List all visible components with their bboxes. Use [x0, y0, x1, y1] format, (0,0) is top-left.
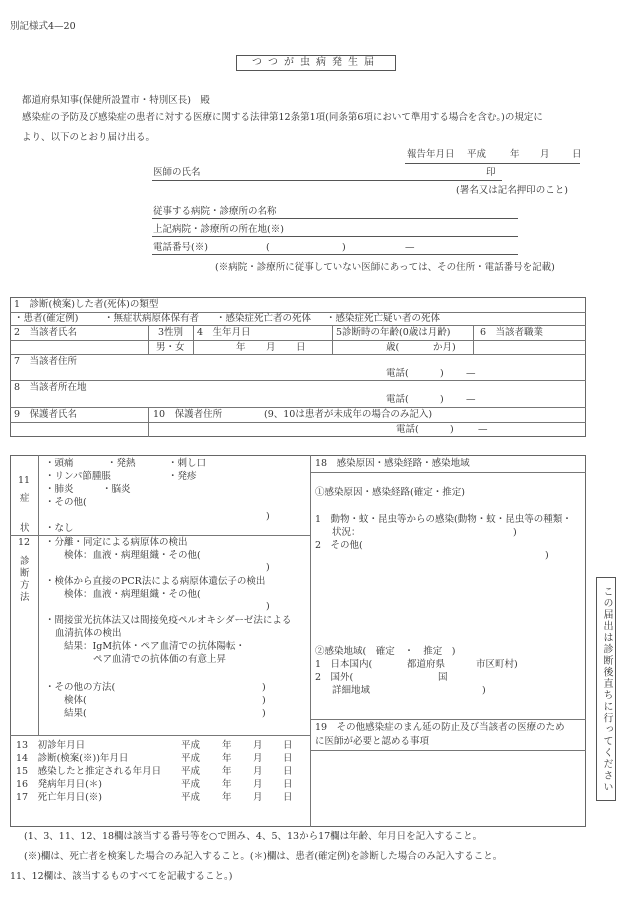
route-animal-close: ) [513, 527, 517, 538]
symptom-other[interactable]: ・その他( [45, 497, 87, 508]
date-month: 月 [253, 766, 263, 777]
patient-location-label: 8 当該者所在地 [14, 382, 87, 393]
patient-phone-label: 電話( [386, 368, 409, 379]
method-serology-line2: 血清抗体の検出 [55, 628, 122, 639]
route-other-close: ) [545, 550, 549, 561]
method-pcr-sample[interactable]: 検体：血液・病理組織・その他( [64, 589, 201, 600]
patient-name-label: 2 当該者氏名 [14, 327, 78, 338]
location-phone-close: ) [440, 394, 444, 405]
symptom-fever[interactable]: ・発熱 [107, 458, 136, 469]
guardian-note: (9、10は患者が未成年の場合のみ記入) [264, 409, 433, 420]
method-isolation-close: ) [266, 562, 270, 573]
occupation-label: 6 当該者職業 [480, 327, 544, 338]
method-isolation-sample[interactable]: 検体：血液・病理組織・その他( [64, 550, 201, 561]
date-day: 日 [283, 740, 293, 751]
method-other-result[interactable]: 結果( [64, 708, 87, 719]
method-other-close: ) [262, 682, 266, 693]
date-era: 平成 [181, 779, 201, 790]
area-overseas[interactable]: 2 国外( [315, 672, 354, 683]
phone-open-paren: ( [266, 242, 270, 253]
date-era: 平成 [181, 740, 201, 751]
report-date-year: 年 [510, 149, 520, 160]
date-month: 月 [253, 740, 263, 751]
area-title[interactable]: ②感染地域( 確定 ・ 推定 ) [315, 646, 456, 657]
type-option-suspected-dead[interactable]: ・感染症死亡疑い者の死体 [326, 313, 441, 324]
date-era: 平成 [181, 766, 201, 777]
symptom-other-close: ) [266, 511, 270, 522]
form-number: 別記様式4—20 [10, 21, 76, 32]
route-title[interactable]: ①感染原因・感染経路(確定・推定) [315, 487, 465, 498]
birth-day: 日 [296, 342, 306, 353]
phone-label: 電話番号(※) [153, 242, 208, 253]
date-day: 日 [283, 753, 293, 764]
report-date-day: 日 [572, 149, 582, 160]
symptom-headache[interactable]: ・頭痛 [45, 458, 74, 469]
symptom-rash[interactable]: ・発疹 [168, 471, 197, 482]
footer-note-3: 11、12欄は、該当するものすべてを記載すること。) [10, 871, 233, 882]
patient-phone-close: ) [440, 368, 444, 379]
area-country: 国 [438, 672, 448, 683]
date-era: 平成 [181, 753, 201, 764]
addressee: 都道府県知事(保健所設置市・特別区長) 殿 [22, 95, 210, 106]
guardian-phone-close: ) [450, 424, 454, 435]
section19-label-line2: に医師が必要と認める事項 [315, 736, 430, 747]
date-label-death: 17 死亡年月日(※) [16, 792, 103, 803]
location-phone-label: 電話( [386, 394, 409, 405]
guardian-address-label: 10 保護者住所 [153, 409, 223, 420]
preamble-line1: 感染症の予防及び感染症の患者に対する医療に関する法律第12条第1項(同条第6項において準用する場合を含む。)の規定に [22, 112, 543, 123]
section11-number: 11 [18, 475, 31, 486]
method-other-result-close: ) [262, 708, 266, 719]
date-label-first-visit: 13 初診年月日 [16, 740, 86, 751]
method-other-sample-close: ) [262, 695, 266, 706]
section11-label-char: 状 [20, 523, 30, 534]
type-option-asymptomatic[interactable]: ・無症状病原体保有者 [104, 313, 200, 324]
doctor-note: (※病院・診療所に従事していない医師にあっては、その住所・電話番号を記載) [215, 262, 555, 273]
age-months: か月) [433, 342, 456, 353]
date-month: 月 [253, 779, 263, 790]
hospital-field[interactable] [152, 218, 518, 219]
symptom-encephalitis[interactable]: ・脳炎 [102, 484, 131, 495]
date-month: 月 [253, 753, 263, 764]
date-month: 月 [253, 792, 263, 803]
symptom-none[interactable]: ・なし [45, 523, 74, 534]
report-date-month: 月 [540, 149, 550, 160]
method-serology-result2[interactable]: ペア血清での抗体価の有意上昇 [93, 654, 227, 665]
section12-label-char: 法 [20, 592, 30, 603]
patient-phone-dash: — [466, 368, 476, 379]
date-year: 年 [222, 766, 232, 777]
section18-label: 18 感染原因・感染経路・感染地域 [315, 458, 470, 469]
area-city: 市区町村) [476, 659, 518, 670]
route-animal[interactable]: 1 動物・蚊・昆虫等からの感染(動物・蚊・昆虫等の種類・ [315, 514, 572, 525]
section12-label-char: 方 [20, 580, 30, 591]
method-pcr-close: ) [266, 601, 270, 612]
hospital-address-field[interactable] [152, 236, 518, 237]
method-isolation[interactable]: ・分離・同定による病原体の検出 [45, 537, 188, 548]
section11-label-char: 症 [20, 493, 30, 504]
phone-field[interactable] [152, 254, 518, 255]
doctor-name-label: 医師の氏名 [153, 167, 201, 178]
date-day: 日 [283, 779, 293, 790]
hospital-address-label: 上記病院・診療所の所在地(※) [153, 224, 284, 235]
hospital-label: 従事する病院・診療所の名称 [153, 206, 277, 217]
date-era: 平成 [181, 792, 201, 803]
sign-note: (署名又は記名押印のこと) [456, 185, 568, 196]
age-label: 5診断時の年齢(0歳は月齢) [336, 327, 451, 338]
date-day: 日 [283, 792, 293, 803]
method-other-sample[interactable]: 検体( [64, 695, 87, 706]
area-detail: 詳細地域 [332, 685, 371, 696]
sex-options[interactable]: 男・女 [156, 342, 185, 353]
type-option-patient[interactable]: ・患者(確定例) [14, 313, 79, 324]
seal-mark: 印 [486, 167, 496, 178]
date-year: 年 [222, 740, 232, 751]
symptom-pneumonia[interactable]: ・肺炎 [45, 484, 74, 495]
method-other[interactable]: ・その他の方法( [45, 682, 116, 693]
age-years: 歳( [386, 342, 400, 353]
type-option-dead[interactable]: ・感染症死亡者の死体 [216, 313, 312, 324]
guardian-phone-dash: — [478, 424, 488, 435]
date-year: 年 [222, 753, 232, 764]
preamble-line2: より、以下のとおり届け出る。 [22, 132, 156, 143]
date-year: 年 [222, 779, 232, 790]
report-date-era: 平成 [467, 149, 487, 160]
location-phone-dash: — [466, 394, 476, 405]
area-domestic[interactable]: 1 日本国内( [315, 659, 373, 670]
route-other[interactable]: 2 その他( [315, 540, 363, 551]
footer-note-1: (1、3、11、12、18欄は該当する番号等を○で囲み、4、5、13から17欄は年齢、年月日を記入すること。 [24, 831, 483, 842]
section12-label-char: 診 [20, 556, 30, 567]
method-pcr[interactable]: ・検体から直接のPCR法による病原体遺伝子の検出 [45, 576, 266, 587]
form-title: つつが虫病発生届 [236, 55, 396, 71]
date-label-diagnosis: 14 診断(検案(※))年月日 [16, 753, 129, 764]
date-label-infection: 15 感染したと推定される年月日 [16, 766, 162, 777]
report-date-label: 報告年月日 [407, 149, 455, 160]
area-prefecture: 都道府県 [407, 659, 446, 670]
doctor-name-field[interactable] [152, 180, 502, 181]
method-serology-result[interactable]: 結果：IgM抗体・ペア血清での抗体陽転・ [64, 641, 246, 652]
side-note: この届出は診断後直ちに行ってください [596, 577, 616, 801]
section12-label-char: 断 [20, 568, 30, 579]
symptom-eschar[interactable]: ・刺し口 [168, 458, 207, 469]
date-year: 年 [222, 792, 232, 803]
guardian-phone-label: 電話( [396, 424, 419, 435]
route-animal-status: 状況： [332, 527, 361, 538]
birthdate-label: 4 生年月日 [197, 327, 251, 338]
section1-label: 1 診断(検案)した者(死体)の類型 [14, 299, 159, 310]
section12-number: 12 [18, 537, 31, 548]
birth-month: 月 [266, 342, 276, 353]
sex-label: 3性別 [158, 327, 184, 338]
method-serology[interactable]: ・間接蛍光抗体法又は間接免疫ペルオキシダーゼ法による [45, 615, 292, 626]
symptom-lymphadenopathy[interactable]: ・リンパ節腫脹 [45, 471, 111, 482]
section19-field[interactable] [312, 752, 584, 825]
guardian-name-label: 9 保護者氏名 [14, 409, 78, 420]
birth-year: 年 [236, 342, 246, 353]
patient-address-label: 7 当該者住所 [14, 356, 78, 367]
section19-label: 19 その他感染症のまん延の防止及び当該者の医療のため [315, 722, 565, 733]
date-label-onset: 16 発病年月日(＊) [16, 779, 103, 790]
area-detail-close: ) [482, 685, 486, 696]
report-date-underline [405, 163, 580, 164]
phone-dash: — [405, 242, 415, 253]
date-day: 日 [283, 766, 293, 777]
footer-note-2: (※)欄は、死亡者を検案した場合のみ記入すること。(＊)欄は、患者(確定例)を診断した場合のみ記入すること。 [24, 851, 503, 862]
phone-close-paren: ) [342, 242, 346, 253]
